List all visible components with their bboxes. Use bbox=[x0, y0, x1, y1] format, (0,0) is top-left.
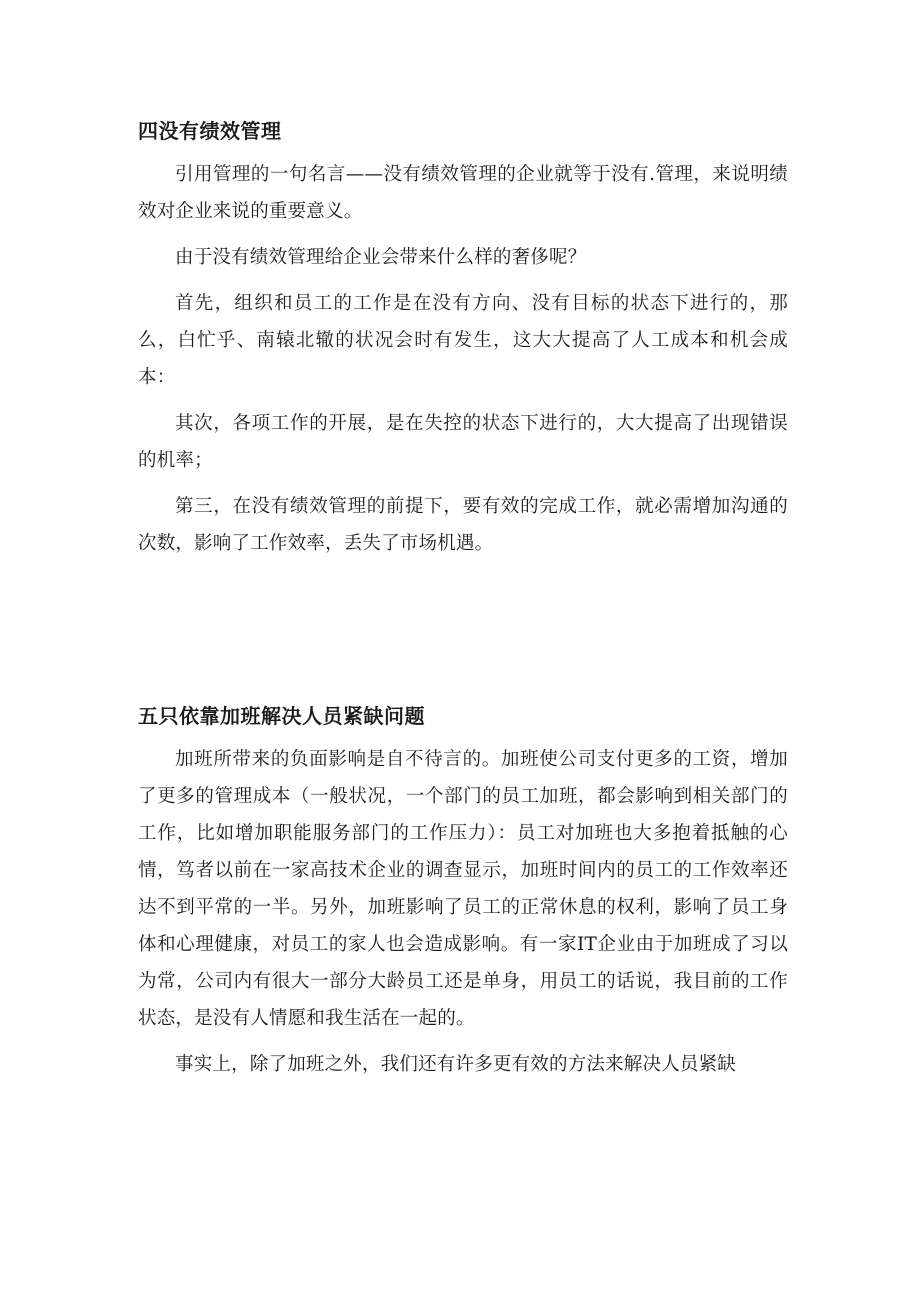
paragraph: 引用管理的一句名言——没有绩效管理的企业就等于没有.管理，来说明绩效对企业来说的重要意义。 bbox=[138, 164, 788, 222]
paragraph: 其次，各项工作的开展，是在失控的状态下进行的，大大提高了出现错误的机率； bbox=[138, 413, 788, 471]
section-five bbox=[138, 703, 788, 1092]
paragraph: 首先，组织和员工的工作是在没有方向、没有目标的状态下进行的，那么，白忙乎、南辕北辙的状况会时有发生，这大大提高了人工成本和机会成本： bbox=[138, 293, 788, 388]
section-four bbox=[138, 118, 788, 571]
paragraph: 事实上，除了加班之外，我们还有许多更有效的方法来解决人员紧缺 bbox=[175, 1054, 737, 1075]
paragraph: 第三，在没有绩效管理的前提下，要有效的完成工作，就必需增加沟通的次数，影响了工作效率，丢失了市场机遇。 bbox=[138, 496, 788, 554]
section-heading: 五只依靠加班解决人员紧缺问题 bbox=[138, 704, 425, 728]
section-heading: 四没有绩效管理 bbox=[138, 119, 282, 143]
paragraph: 由于没有绩效管理给企业会带来什么样的奢侈呢？ bbox=[175, 247, 587, 268]
paragraph: 加班所带来的负面影响是自不待言的。加班使公司支付更多的工资，增加了更多的管理成本（一般状况，一个部门的员工加班，都会影响到相关部门的工作，比如增加职能服务部门的工作压力）：员工对加班也大多抱着抵触的心情，笃者以前在一家高技术企业的调查显示，加班时间内的员工的工作效率还达不到平常的一半。另外，加班影响了员工的正常休息的权利，影响了员工身体和心理健康，对员工的家人也会造成影响。有一家IT企业由于加班成了习以为常，公司内有很大一部分大龄员工还是单身，用员工的话说，我目前的工作状态，是没有人情愿和我生活在一起的。 bbox=[138, 749, 788, 1029]
